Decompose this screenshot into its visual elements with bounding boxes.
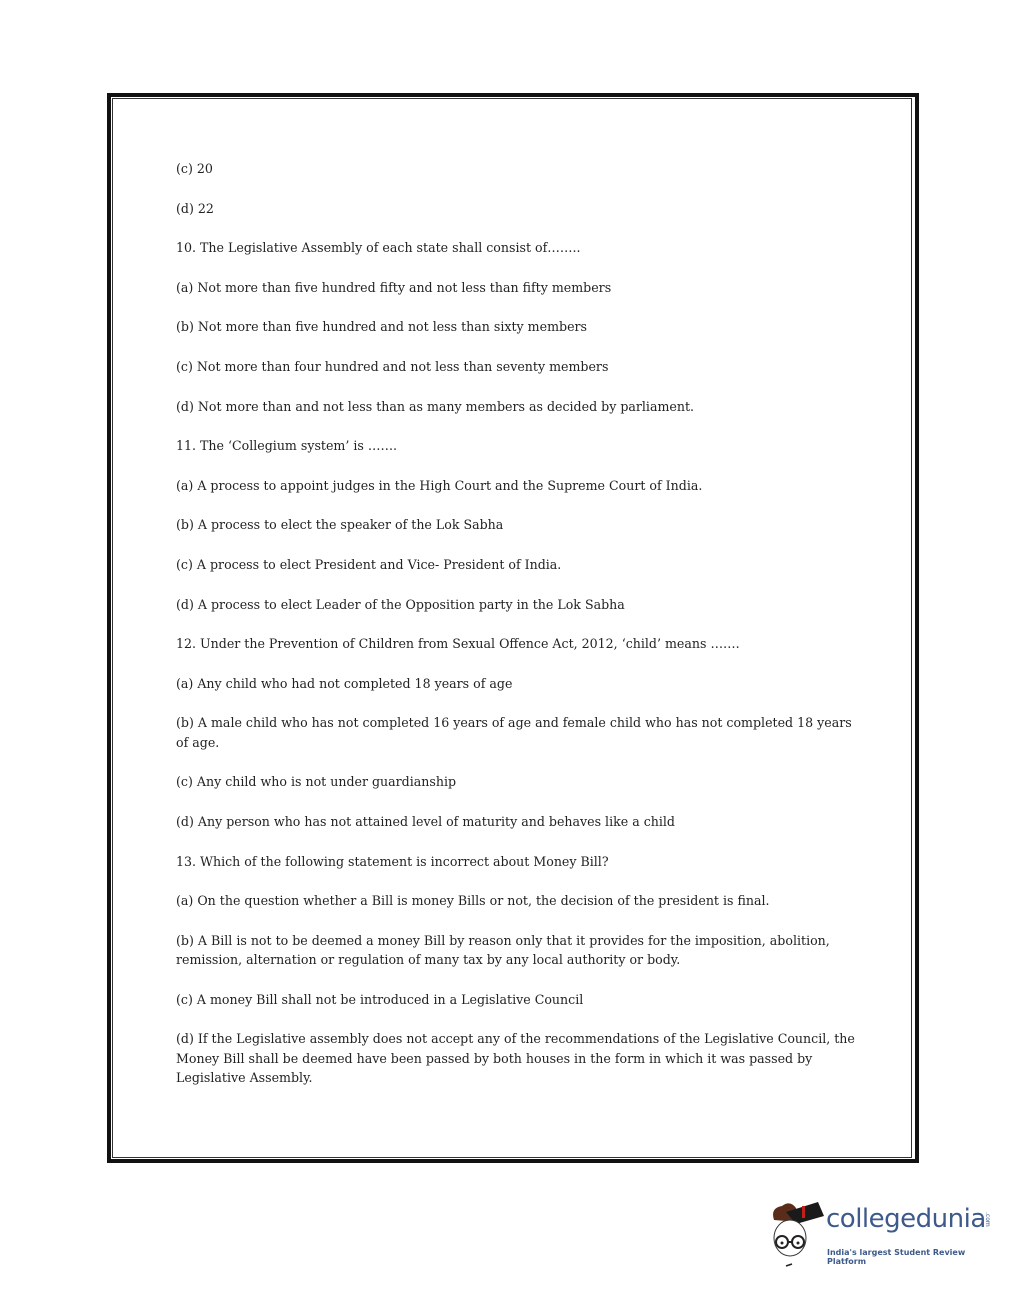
answer-option: (c) Not more than four hundred and not less than seventy members: [176, 358, 609, 374]
question-text: 11. The ‘Collegium system’ is …….: [176, 438, 398, 454]
answer-option: (a) A process to appoint judges in the High Court and the Supreme Court of India.: [176, 477, 703, 493]
answer-option: (d) Any person who has not attained level of maturity and behaves like a child: [176, 814, 675, 829]
answer-option: (b) A Bill is not to be deemed a money Bill by reason only that it provides for the imposition, abolition, remission, alternation or regulation of many tax by any local authority or body.: [176, 932, 830, 968]
logo-tagline: India's largest Student Review Platform: [827, 1248, 966, 1266]
question-text: 10. The Legislative Assembly of each state shall consist of……..: [176, 240, 581, 256]
question-text: 12. Under the Prevention of Children from Sexual Offence Act, 2012, ‘child’ means …….: [176, 636, 740, 652]
answer-option: (c) A money Bill shall not be introduced in a Legislative Council: [176, 991, 584, 1007]
mascot-icon: [766, 1198, 826, 1268]
answer-option: (a) Not more than five hundred fifty and not less than fifty members: [176, 279, 612, 295]
answer-option: (d) Not more than and not less than as many members as decided by parliament.: [176, 398, 695, 414]
answer-option: (d) If the Legislative assembly does not accept any of the recommendations of the Legislative Council, the Money Bill shall be deemed have been passed by both houses in the form in which it was passed by Legislative Assembly.: [176, 1031, 855, 1086]
answer-option: (a) Any child who had not completed 18 years of age: [176, 675, 513, 691]
answer-option: (b) A male child who has not completed 16 years of age and female child who has not completed 18 years of age.: [176, 715, 852, 750]
answer-option: (b) Not more than five hundred and not less than sixty members: [176, 319, 588, 335]
collegedunia-logo: [766, 1198, 996, 1268]
logo-domain: .com: [984, 1212, 991, 1227]
question-text: 13. Which of the following statement is incorrect about Money Bill?: [176, 853, 609, 869]
answer-option: (c) A process to elect President and Vice- President of India.: [176, 556, 562, 572]
answer-option: (d) 22: [176, 200, 214, 216]
answer-option: (a) On the question whether a Bill is money Bills or not, the decision of the president is final.: [176, 893, 770, 909]
logo-wordmark: collegedunia: [826, 1204, 986, 1234]
answer-option: (d) A process to elect Leader of the Opposition party in the Lok Sabha: [176, 596, 625, 612]
answer-option: (b) A process to elect the speaker of the Lok Sabha: [176, 517, 504, 533]
answer-option: (c) 20: [176, 161, 213, 176]
question-content: [176, 159, 866, 1108]
answer-option: (c) Any child who is not under guardianship: [176, 774, 457, 790]
